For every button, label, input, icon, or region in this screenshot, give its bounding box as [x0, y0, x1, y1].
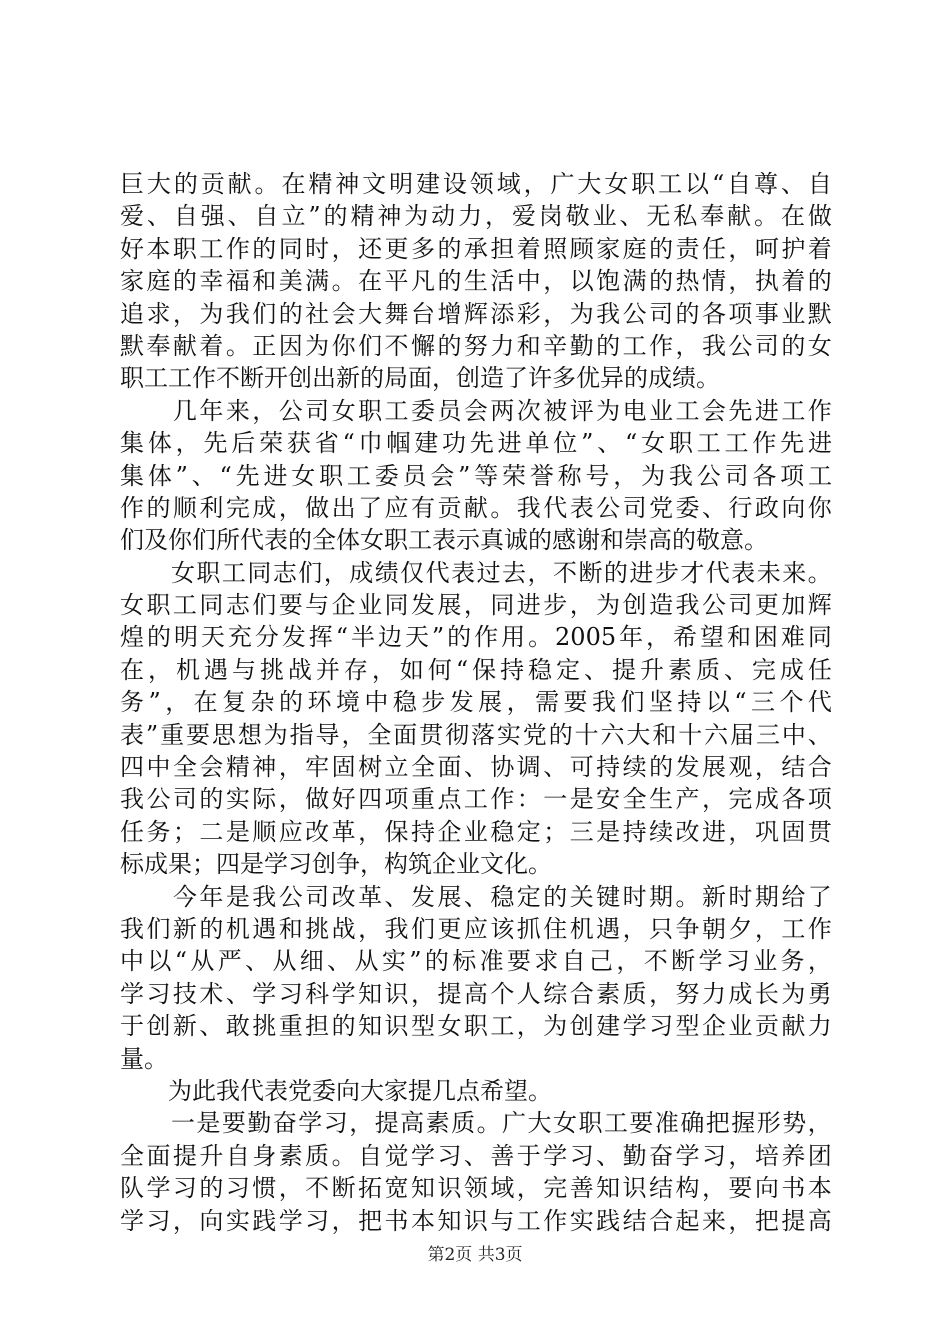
text-line: 作 的 顺 利 完 成 ， 做 出 了 应 有 贡 献 。 我 代 表 公 司 党 委 、 行 政 向 你: [120, 493, 832, 522]
text-line: 标成果；四是学习创争，构筑企业文化。: [120, 850, 552, 879]
text-line: 家 庭 的 幸 福 和 美 满 。 在 平 凡 的 生 活 中 ， 以 饱 满 的 热 情 ， 执 着 的: [120, 267, 832, 296]
text-line: 任 务 ； 二 是 顺 应 改 革 ， 保 持 企 业 稳 定 ； 三 是 持 续 改 进 ， 巩 固 贯: [120, 817, 832, 846]
text-line: 女 职 工 同 志 们 ， 成 绩 仅 代 表 过 去 ， 不 断 的 进 步 才 代 表 未 来 。: [170, 558, 832, 587]
text-line: 中 以 “ 从 严 、 从 细 、 从 实 ” 的 标 准 要 求 自 己 ， 不 断 学 习 业 务 ，: [120, 947, 832, 976]
text-line: 我 们 新 的 机 遇 和 挑 战 ， 我 们 更 应 该 抓 住 机 遇 ， 只 争 朝 夕 ， 工 作: [120, 914, 832, 943]
text-line: 好 本 职 工 作 的 同 时 ， 还 更 多 的 承 担 着 照 顾 家 庭 的 责 任 ， 呵 护 着: [120, 234, 832, 263]
text-line: 追 求 ， 为 我 们 的 社 会 大 舞 台 增 辉 添 彩 ， 为 我 公 司 的 各 项 事 业 默: [120, 299, 832, 328]
text-line: 四 中 全 会 精 神 ， 牢 固 树 立 全 面 、 协 调 、 可 持 续 的 发 展 观 ， 结 合: [120, 753, 832, 782]
text-line: 为此我代表党委向大家提几点希望。: [120, 1076, 552, 1105]
text-line: 爱 、 自 强 、 自 立 ” 的 精 神 为 动 力 ， 爱 岗 敬 业 、 无 私 奉 献 。 在 做: [120, 202, 832, 231]
text-line: 学 习 技 术 、 学 习 科 学 知 识 ， 提 高 个 人 综 合 素 质 ， 努 力 成 长 为 勇: [120, 979, 832, 1008]
text-line: 表 ” 重 要 思 想 为 指 导 ， 全 面 贯 彻 落 实 党 的 十 六 大 和 十 六 届 三 中 、: [120, 720, 832, 749]
text-line: 巨 大 的 贡 献 。 在 精 神 文 明 建 设 领 域 ， 广 大 女 职 工 以 “ 自 尊 、 自: [120, 170, 832, 198]
text-line: 在 ， 机 遇 与 挑 战 并 存 ， 如 何 “ 保 持 稳 定 、 提 升 素 质 、 完 成 任: [120, 655, 832, 684]
text-line: 职工工作不断开创出新的局面，创造了许多优异的成绩。: [120, 364, 720, 393]
text-line: 集 体 ， 先 后 荣 获 省 “ 巾 帼 建 功 先 进 单 位 ” 、 “ 女 职 工 工 作 先 进: [120, 429, 832, 458]
text-line: 于 创 新 、 敢 挑 重 担 的 知 识 型 女 职 工 ， 为 创 建 学 习 型 企 业 贡 献 力: [120, 1012, 832, 1041]
text-line: 全 面 提 升 自 身 素 质 。 自 觉 学 习 、 善 于 学 习 、 勤 奋 学 习 ， 培 养 团: [120, 1141, 832, 1170]
text-line: 默 奉 献 着 。 正 因 为 你 们 不 懈 的 努 力 和 辛 勤 的 工 作 ， 我 公 司 的 女: [120, 331, 832, 360]
text-line: 务 ” ， 在 复 杂 的 环 境 中 稳 步 发 展 ， 需 要 我 们 坚 持 以 “ 三 个 代: [120, 688, 832, 717]
text-line: 几 年 来 ， 公 司 女 职 工 委 员 会 两 次 被 评 为 电 业 工 会 先 进 工 作: [172, 396, 832, 425]
text-line: 我 公 司 的 实 际 ， 做 好 四 项 重 点 工 作 ： 一 是 安 全 生 产 ， 完 成 各 项: [120, 785, 832, 814]
text-line: 集 体 ” 、 “ 先 进 女 职 工 委 员 会 ” 等 荣 誉 称 号 ， 为 我 公 司 各 项 工: [120, 461, 832, 490]
text-line: 学 习 ， 向 实 践 学 习 ， 把 书 本 知 识 与 工 作 实 践 结 合 起 来 ， 把 提 高: [120, 1206, 832, 1235]
text-line: 今 年 是 我 公 司 改 革 、 发 展 、 稳 定 的 关 键 时 期 。 新 时 期 给 了: [172, 882, 832, 911]
document-body: [120, 168, 832, 1237]
text-line: 一 是 要 勤 奋 学 习 ， 提 高 素 质 。 广 大 女 职 工 要 准 确 把 握 形 势 ，: [170, 1109, 832, 1138]
text-line: 女 职 工 同 志 们 要 与 企 业 同 发 展 ， 同 进 步 ， 为 创 造 我 公 司 更 加 辉: [120, 591, 832, 620]
text-line: 量。: [120, 1044, 168, 1073]
page-footer: 第2页 共3页: [427, 1245, 523, 1265]
text-line: 队 学 习 的 习 惯 ， 不 断 拓 宽 知 识 领 域 ， 完 善 知 识 结 构 ， 要 向 书 本: [120, 1174, 832, 1203]
text-line: 们及你们所代表的全体女职工表示真诚的感谢和崇高的敬意。: [120, 526, 768, 555]
text-line: 煌 的 明 天 充 分 发 挥 “ 半 边 天 ” 的 作 用 。 2005 年 ， 希 望 和 困 难 同: [120, 623, 832, 652]
